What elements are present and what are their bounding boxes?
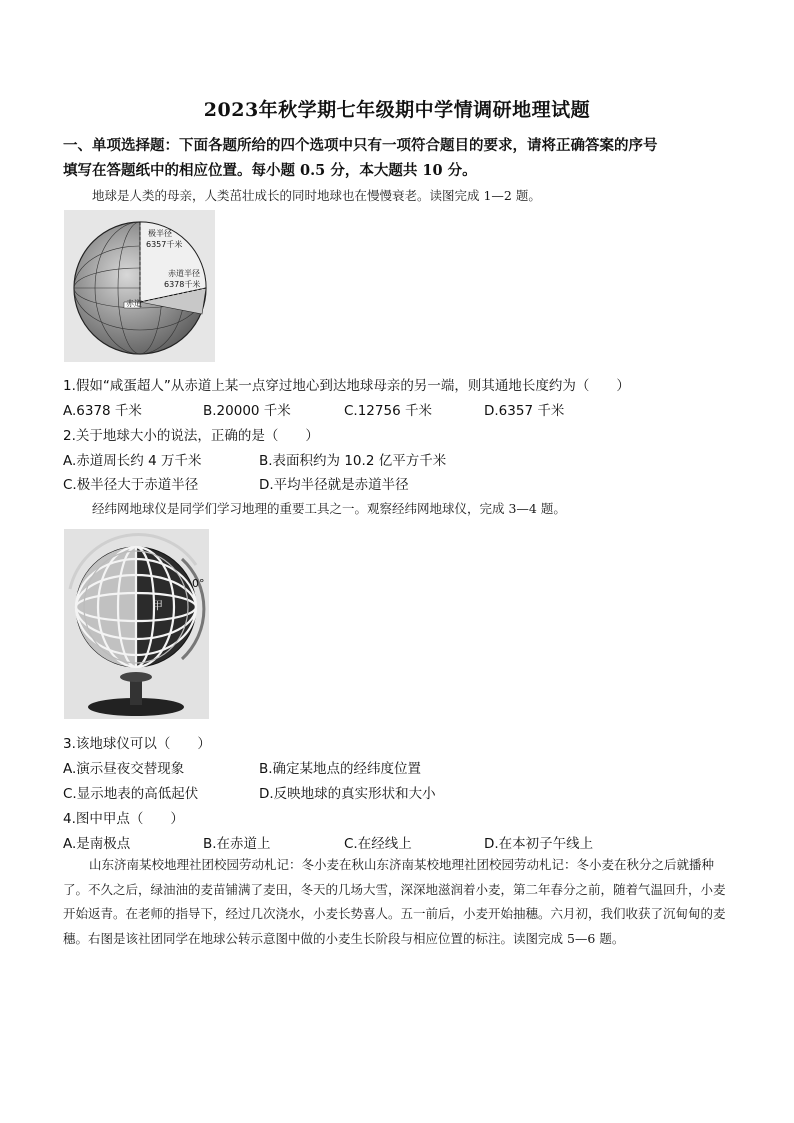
earth-cutaway-diagram — [64, 210, 215, 362]
q2-option-a: A.赤道周长约 4 万千米 — [63, 453, 202, 469]
question-3-stem: 3.该地球仪可以（ ） — [63, 736, 211, 752]
q3-option-b: B.确定某地点的经纬度位置 — [259, 761, 422, 777]
page-title: 2023年秋学期七年级期中学情调研地理试题 — [203, 99, 591, 121]
q1-option-b: B.20000 千米 — [203, 403, 291, 419]
q1-option-d: D.6357 千米 — [484, 403, 565, 419]
q4-option-d: D.在本初子午线上 — [484, 836, 594, 852]
question-2-stem: 2.关于地球大小的说法，正确的是（ ） — [63, 428, 319, 444]
q3-option-d: D.反映地球的真实形状和大小 — [259, 786, 436, 802]
equatorial-radius-label: 赤道半径 — [168, 269, 200, 278]
zero-degree-label: 0° — [192, 577, 205, 590]
polar-radius-value: 6357千米 — [146, 240, 183, 249]
equatorial-radius-value: 6378千米 — [164, 280, 201, 289]
equator-label: 赤道 — [126, 299, 142, 308]
q4-option-b: B.在赤道上 — [203, 836, 271, 852]
intro-1-2: 地球是人类的母亲，人类茁壮成长的同时地球也在慢慢衰老。读图完成 1—2 题。 — [92, 188, 541, 203]
globe-diagram — [64, 529, 209, 719]
section-heading-line2: 填写在答题纸中的相应位置。每小题 0.5 分，本大题共 10 分。 — [63, 162, 477, 179]
q3-option-a: A.演示昼夜交替现象 — [63, 761, 185, 777]
question-4-stem: 4.图中甲点（ ） — [63, 811, 184, 827]
question-1-stem: 1.假如“咸蛋超人”从赤道上某一点穿过地心到达地球母亲的另一端，则其通地长度约为（ ） — [63, 378, 630, 394]
q2-option-c: C.极半径大于赤道半径 — [63, 477, 199, 493]
q1-option-c: C.12756 千米 — [344, 403, 432, 419]
intro-3-4: 经纬网地球仪是同学们学习地理的重要工具之一。观察经纬网地球仪，完成 3—4 题。 — [92, 501, 566, 516]
polar-radius-label: 极半径 — [148, 229, 172, 238]
q2-option-d: D.平均半径就是赤道半径 — [259, 477, 409, 493]
earth-radius-figure — [64, 210, 215, 362]
wheat-passage: 山东济南某校地理社团校园劳动札记：冬小麦在秋山东济南某校地理社团校园劳动札记：冬小麦在秋分之后就播种了。不久之后，绿油油的麦苗铺满了麦田，冬天的几场大雪，深深地滋润着小麦，第二年春分之前，随着气温回升，小麦开始返青。在老师的指导下，经过几次浇水，小麦长势喜人。五一前后，小麦开始抽穗。六月初，我们收获了沉甸甸的麦穗。右图是该社团同学在地球公转示意图中做的小麦生长阶段与相应位置的标注。读图完成 5—6 题。 — [63, 857, 726, 946]
section-heading-line1: 一、单项选择题：下面各题所给的四个选项中只有一项符合题目的要求，请将正确答案的序号 — [63, 137, 658, 154]
q2-option-b: B.表面积约为 10.2 亿平方千米 — [259, 453, 447, 469]
q4-option-a: A.是南极点 — [63, 836, 131, 852]
q3-option-c: C.显示地表的高低起伏 — [63, 786, 199, 802]
globe-figure — [64, 529, 209, 719]
q4-option-c: C.在经线上 — [344, 836, 412, 852]
q1-option-a: A.6378 千米 — [63, 403, 142, 419]
point-jia-label: 甲 — [152, 599, 163, 612]
